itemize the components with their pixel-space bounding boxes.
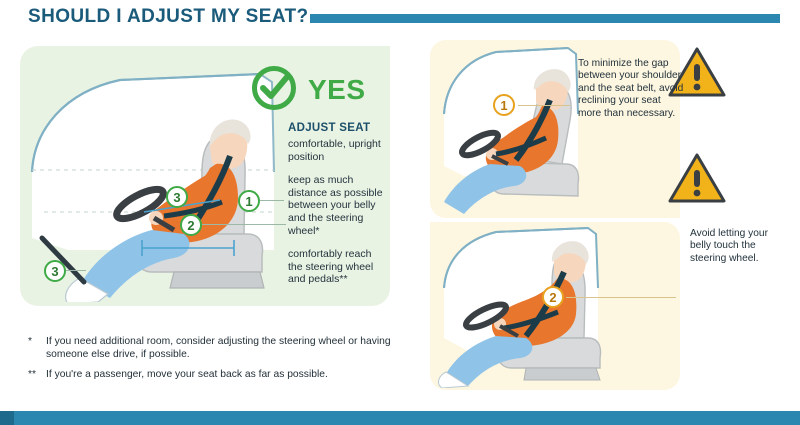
check-mark-icon [260,74,290,102]
leader-line-3 [66,270,86,271]
page-title: SHOULD I ADJUST MY SEAT? [28,6,309,27]
footnote-2-text: If you're a passenger, move your seat back as far as possible. [46,369,328,381]
footnote-2 [28,369,408,382]
header-accent-bar [310,14,780,23]
warning-note-belly: Avoid letting your belly touch the steering wheel. [690,228,768,264]
warning-leader-line-1 [518,105,570,106]
instruction-item-2: keep as much distance as possible between your belly and the steering wheel* [288,174,383,237]
warning-leader-line-2 [566,297,676,298]
footnote-1-mark: * [28,336,33,347]
adjust-seat-instructions [288,138,384,297]
instruction-item-1: comfortable, upright position [288,138,381,163]
callout-number-3-wheel: 3 [166,186,188,208]
footnotes [28,336,408,390]
footnote-2-mark: ** [28,369,37,381]
callout-number-2: 2 [180,214,202,236]
page-header [0,0,800,36]
verdict-label: YES [308,74,366,105]
adjust-seat-title: ADJUST SEAT [288,122,371,134]
warning-triangle-icon-bottom [668,152,726,204]
warning-callout-number-2: 2 [542,286,564,308]
callout-number-1: 1 [238,190,260,212]
callout-number-3-pedals: 3 [44,260,66,282]
belly-touching-wheel-illustration [438,226,608,388]
warning-callout-number-1: 1 [493,94,515,116]
footnote-1 [28,336,408,361]
reclined-seat-illustration [438,44,588,220]
leader-line-2 [202,224,286,225]
instruction-item-3: comfortably reach the steering wheel and pedals** [288,248,374,286]
footer-bar-corner [0,411,14,425]
warning-note-recline: To minimize the gap between your shoulder and the seat belt, avoid reclining your seat more than necessary. [578,58,684,119]
leader-line-1 [260,200,284,201]
footnote-1-text: If you need additional room, consider adjusting the steering wheel or having someone else drive, if possible. [46,336,391,360]
footer-bar [0,411,800,425]
